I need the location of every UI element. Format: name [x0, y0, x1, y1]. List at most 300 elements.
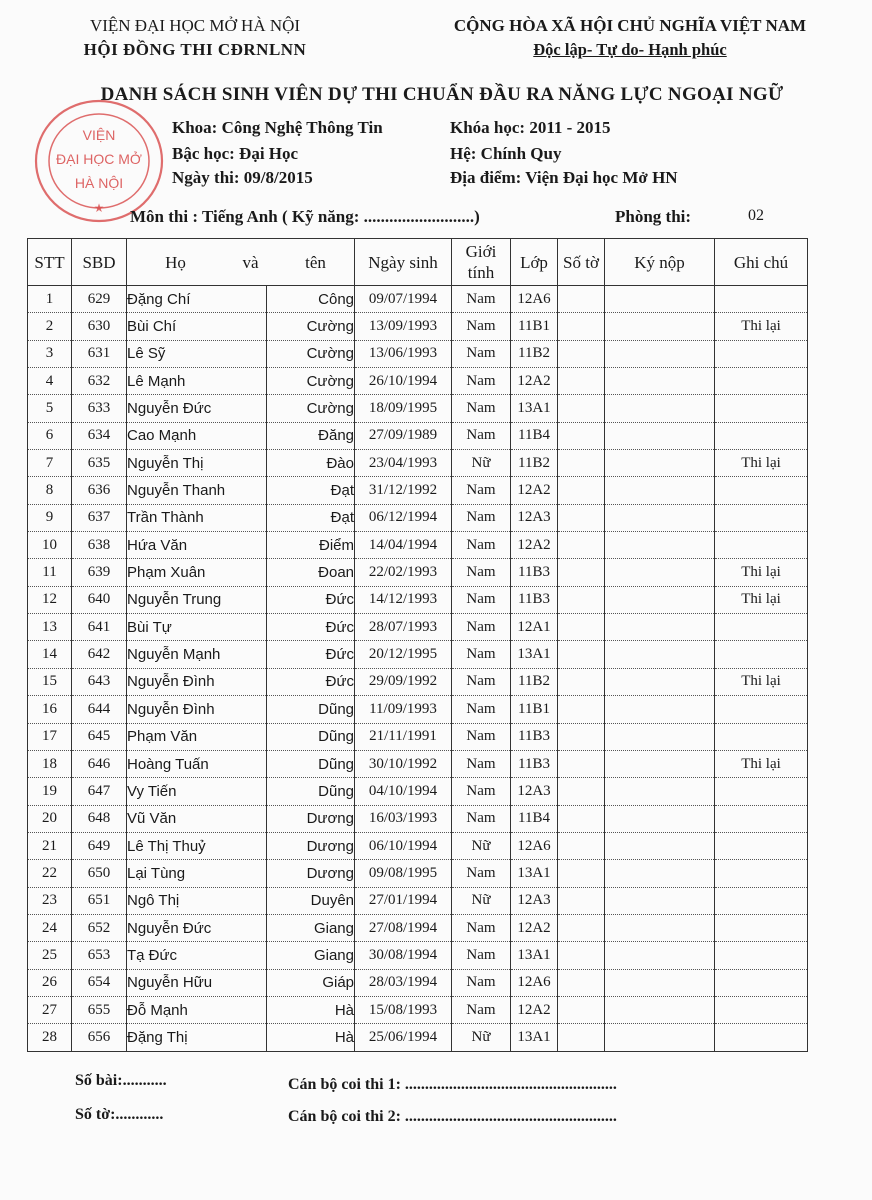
row-sex: Nam — [452, 723, 511, 750]
table-row — [28, 504, 808, 531]
table-row — [28, 696, 808, 723]
row-given-name: Giáp — [267, 969, 355, 996]
row-sbd: 636 — [72, 477, 127, 504]
row-sheets — [558, 969, 605, 996]
row-signature — [605, 750, 715, 777]
col-sex — [452, 239, 511, 286]
row-given-name: Công — [267, 286, 355, 313]
exam-room-value: 02 — [748, 207, 764, 224]
row-given-name: Hà — [267, 996, 355, 1023]
row-surname: Lê Mạnh — [127, 368, 267, 395]
row-signature — [605, 586, 715, 613]
table-row — [28, 860, 808, 887]
row-sheets — [558, 1024, 605, 1051]
row-signature — [605, 450, 715, 477]
row-surname: Vy Tiến — [127, 778, 267, 805]
row-sheets — [558, 559, 605, 586]
row-stt: 19 — [28, 778, 72, 805]
row-surname: Lại Tùng — [127, 860, 267, 887]
row-sheets — [558, 532, 605, 559]
table-row — [28, 641, 808, 668]
row-class: 12A2 — [511, 996, 558, 1023]
row-surname: Vũ Văn — [127, 805, 267, 832]
row-dob: 29/09/1992 — [355, 668, 452, 695]
row-dob: 23/04/1993 — [355, 450, 452, 477]
table-row — [28, 1024, 808, 1051]
row-stt: 4 — [28, 368, 72, 395]
row-given-name: Điểm — [267, 532, 355, 559]
row-dob: 21/11/1991 — [355, 723, 452, 750]
row-given-name: Dương — [267, 805, 355, 832]
row-given-name: Dương — [267, 832, 355, 859]
row-note — [715, 422, 808, 449]
col-sbd: SBD — [72, 239, 127, 286]
table-row — [28, 996, 808, 1023]
row-class: 11B4 — [511, 805, 558, 832]
row-given-name: Dũng — [267, 723, 355, 750]
row-sex: Nam — [452, 340, 511, 367]
row-sex: Nam — [452, 368, 511, 395]
row-given-name: Giang — [267, 942, 355, 969]
row-surname: Hoàng Tuấn — [127, 750, 267, 777]
row-sbd: 638 — [72, 532, 127, 559]
row-class: 11B2 — [511, 450, 558, 477]
row-given-name: Cường — [267, 313, 355, 340]
row-signature — [605, 532, 715, 559]
row-surname: Nguyễn Đức — [127, 914, 267, 941]
row-class: 13A1 — [511, 860, 558, 887]
row-surname: Phạm Xuân — [127, 559, 267, 586]
row-note: Thi lại — [715, 450, 808, 477]
row-sex: Nam — [452, 313, 511, 340]
sheet-count: Số tờ:............ — [75, 1106, 164, 1123]
row-sbd: 639 — [72, 559, 127, 586]
row-sex: Nam — [452, 504, 511, 531]
table-row — [28, 313, 808, 340]
row-note — [715, 286, 808, 313]
row-stt: 10 — [28, 532, 72, 559]
row-sbd: 651 — [72, 887, 127, 914]
student-list-table — [27, 238, 808, 1052]
row-dob: 06/12/1994 — [355, 504, 452, 531]
row-sheets — [558, 668, 605, 695]
exam-location: Địa điểm: Viện Đại học Mở HN — [450, 168, 678, 187]
row-sex: Nữ — [452, 832, 511, 859]
row-given-name: Đức — [267, 614, 355, 641]
row-surname: Trần Thành — [127, 504, 267, 531]
row-note: Thi lại — [715, 668, 808, 695]
row-dob: 15/08/1993 — [355, 996, 452, 1023]
row-class: 11B2 — [511, 340, 558, 367]
table-row — [28, 368, 808, 395]
row-dob: 31/12/1992 — [355, 477, 452, 504]
row-class: 12A6 — [511, 286, 558, 313]
row-class: 12A2 — [511, 532, 558, 559]
org-line2: HỘI ĐỒNG THI CĐRNLNN — [83, 40, 307, 59]
row-surname: Nguyễn Trung — [127, 586, 267, 613]
row-signature — [605, 286, 715, 313]
row-sbd: 649 — [72, 832, 127, 859]
row-sex: Nam — [452, 395, 511, 422]
row-signature — [605, 832, 715, 859]
row-sheets — [558, 750, 605, 777]
row-stt: 21 — [28, 832, 72, 859]
row-dob: 27/09/1989 — [355, 422, 452, 449]
row-note — [715, 969, 808, 996]
row-signature — [605, 887, 715, 914]
stamp-star-icon: ★ — [93, 201, 105, 215]
col-sheets: Số tờ — [558, 239, 605, 286]
table-row — [28, 942, 808, 969]
row-surname: Nguyễn Mạnh — [127, 641, 267, 668]
row-note — [715, 860, 808, 887]
row-note — [715, 532, 808, 559]
row-note — [715, 477, 808, 504]
row-dob: 25/06/1994 — [355, 1024, 452, 1051]
row-stt: 8 — [28, 477, 72, 504]
row-sex: Nam — [452, 532, 511, 559]
row-surname: Nguyễn Đình — [127, 696, 267, 723]
row-sex: Nam — [452, 696, 511, 723]
row-sheets — [558, 696, 605, 723]
row-class: 11B1 — [511, 696, 558, 723]
row-surname: Tạ Đức — [127, 942, 267, 969]
row-stt: 16 — [28, 696, 72, 723]
row-surname: Nguyễn Hữu — [127, 969, 267, 996]
table-row — [28, 614, 808, 641]
row-sheets — [558, 614, 605, 641]
row-sbd: 654 — [72, 969, 127, 996]
row-sbd: 634 — [72, 422, 127, 449]
row-stt: 25 — [28, 942, 72, 969]
row-surname: Phạm Văn — [127, 723, 267, 750]
row-class: 11B1 — [511, 313, 558, 340]
row-signature — [605, 368, 715, 395]
row-sheets — [558, 914, 605, 941]
row-note — [715, 887, 808, 914]
row-sheets — [558, 942, 605, 969]
row-dob: 30/10/1992 — [355, 750, 452, 777]
stamp-line3: HÀ NỘI — [74, 175, 124, 191]
row-sheets — [558, 586, 605, 613]
nation-line1: CỘNG HÒA XÃ HỘI CHỦ NGHĨA VIỆT NAM — [453, 16, 807, 35]
row-note: Thi lại — [715, 313, 808, 340]
row-class: 13A1 — [511, 942, 558, 969]
row-surname: Nguyễn Thanh — [127, 477, 267, 504]
row-sbd: 655 — [72, 996, 127, 1023]
row-class: 12A2 — [511, 477, 558, 504]
row-signature — [605, 668, 715, 695]
row-sex: Nam — [452, 860, 511, 887]
row-given-name: Duyên — [267, 887, 355, 914]
education-level: Bậc học: Đại Học — [172, 144, 299, 163]
row-given-name: Đức — [267, 641, 355, 668]
row-stt: 24 — [28, 914, 72, 941]
row-sheets — [558, 641, 605, 668]
row-signature — [605, 395, 715, 422]
table-row — [28, 532, 808, 559]
row-sbd: 640 — [72, 586, 127, 613]
row-class: 12A6 — [511, 969, 558, 996]
row-surname: Nguyễn Đức — [127, 395, 267, 422]
proctor-1: Cán bộ coi thi 1: ..................................................... — [288, 1076, 617, 1093]
nation-motto: Độc lập- Tự do- Hạnh phúc — [533, 40, 727, 59]
row-sheets — [558, 778, 605, 805]
row-surname: Bùi Tự — [127, 614, 267, 641]
col-note: Ghi chú — [715, 239, 808, 286]
row-sbd: 637 — [72, 504, 127, 531]
row-sheets — [558, 286, 605, 313]
row-note — [715, 504, 808, 531]
row-dob: 13/09/1993 — [355, 313, 452, 340]
row-sheets — [558, 887, 605, 914]
row-surname: Ngô Thị — [127, 887, 267, 914]
row-signature — [605, 696, 715, 723]
table-row — [28, 395, 808, 422]
row-sex: Nam — [452, 996, 511, 1023]
row-stt: 28 — [28, 1024, 72, 1051]
row-stt: 5 — [28, 395, 72, 422]
row-sex: Nam — [452, 750, 511, 777]
row-sex: Nữ — [452, 1024, 511, 1051]
row-dob: 11/09/1993 — [355, 696, 452, 723]
row-given-name: Dương — [267, 860, 355, 887]
row-stt: 22 — [28, 860, 72, 887]
row-note — [715, 368, 808, 395]
row-sbd: 632 — [72, 368, 127, 395]
row-surname: Lê Thị Thuỷ — [127, 832, 267, 859]
row-sex: Nam — [452, 477, 511, 504]
table-row — [28, 887, 808, 914]
row-note — [715, 340, 808, 367]
col-sex-line2: tính — [467, 263, 495, 282]
row-sheets — [558, 422, 605, 449]
row-given-name: Đức — [267, 668, 355, 695]
org-line1: VIỆN ĐẠI HỌC MỞ HÀ NỘI — [89, 16, 301, 35]
row-dob: 13/06/1993 — [355, 340, 452, 367]
row-stt: 15 — [28, 668, 72, 695]
row-class: 13A1 — [511, 395, 558, 422]
row-stt: 17 — [28, 723, 72, 750]
row-dob: 26/10/1994 — [355, 368, 452, 395]
table-row — [28, 477, 808, 504]
row-signature — [605, 1024, 715, 1051]
exam-subject: Môn thi : Tiếng Anh ( Kỹ năng: ..........................) — [130, 207, 480, 226]
row-note — [715, 942, 808, 969]
row-given-name: Đạt — [267, 504, 355, 531]
table-row — [28, 422, 808, 449]
row-sex: Nam — [452, 559, 511, 586]
row-class: 12A3 — [511, 778, 558, 805]
row-given-name: Đăng — [267, 422, 355, 449]
col-signature: Ký nộp — [605, 239, 715, 286]
row-class: 13A1 — [511, 641, 558, 668]
row-class: 11B3 — [511, 750, 558, 777]
row-stt: 1 — [28, 286, 72, 313]
row-sbd: 631 — [72, 340, 127, 367]
row-stt: 23 — [28, 887, 72, 914]
program-type: Hệ: Chính Quy — [450, 144, 562, 163]
row-sheets — [558, 996, 605, 1023]
row-class: 12A2 — [511, 914, 558, 941]
row-class: 11B3 — [511, 586, 558, 613]
document-title: DANH SÁCH SINH VIÊN DỰ THI CHUẨN ĐẦU RA NĂNG LỰC NGOẠI NGỮ — [100, 84, 784, 105]
row-signature — [605, 778, 715, 805]
row-dob: 09/08/1995 — [355, 860, 452, 887]
org-header — [60, 14, 330, 62]
row-sbd: 641 — [72, 614, 127, 641]
row-class: 11B2 — [511, 668, 558, 695]
table-row — [28, 586, 808, 613]
row-signature — [605, 340, 715, 367]
row-stt: 18 — [28, 750, 72, 777]
row-surname: Hứa Văn — [127, 532, 267, 559]
table-row — [28, 286, 808, 313]
row-signature — [605, 860, 715, 887]
row-stt: 14 — [28, 641, 72, 668]
row-stt: 3 — [28, 340, 72, 367]
row-sheets — [558, 723, 605, 750]
row-sex: Nam — [452, 422, 511, 449]
col-ten: tên — [305, 252, 326, 272]
row-note — [715, 778, 808, 805]
row-sheets — [558, 368, 605, 395]
row-class: 11B3 — [511, 559, 558, 586]
row-sheets — [558, 477, 605, 504]
stamp-line2: ĐẠI HỌC MỞ — [56, 151, 142, 167]
row-sbd: 630 — [72, 313, 127, 340]
row-given-name: Đức — [267, 586, 355, 613]
exam-room-label: Phòng thi: — [615, 207, 692, 226]
row-sbd: 644 — [72, 696, 127, 723]
row-sex: Nam — [452, 805, 511, 832]
row-sbd: 648 — [72, 805, 127, 832]
row-class: 11B3 — [511, 723, 558, 750]
row-class: 12A3 — [511, 504, 558, 531]
nation-header — [440, 14, 820, 62]
row-sbd: 642 — [72, 641, 127, 668]
col-va: và — [242, 252, 259, 272]
row-dob: 14/12/1993 — [355, 586, 452, 613]
exam-date: Ngày thi: 09/8/2015 — [172, 168, 313, 187]
table-row — [28, 668, 808, 695]
row-signature — [605, 914, 715, 941]
col-stt: STT — [28, 239, 72, 286]
row-sex: Nam — [452, 614, 511, 641]
row-surname: Đặng Thị — [127, 1024, 267, 1051]
row-dob: 28/07/1993 — [355, 614, 452, 641]
row-note — [715, 696, 808, 723]
row-dob: 14/04/1994 — [355, 532, 452, 559]
col-sex-line1: Giới — [465, 242, 497, 261]
proctor-2: Cán bộ coi thi 2: ..................................................... — [288, 1108, 617, 1125]
row-class: 11B4 — [511, 422, 558, 449]
col-ho: Họ — [165, 252, 186, 272]
row-signature — [605, 723, 715, 750]
row-sheets — [558, 860, 605, 887]
table-row — [28, 723, 808, 750]
row-class: 12A1 — [511, 614, 558, 641]
row-stt: 13 — [28, 614, 72, 641]
row-sex: Nữ — [452, 450, 511, 477]
row-note — [715, 805, 808, 832]
row-given-name: Đạt — [267, 477, 355, 504]
row-signature — [605, 559, 715, 586]
row-class: 12A6 — [511, 832, 558, 859]
row-surname: Lê Sỹ — [127, 340, 267, 367]
row-stt: 27 — [28, 996, 72, 1023]
row-note — [715, 996, 808, 1023]
row-note — [715, 395, 808, 422]
row-dob: 16/03/1993 — [355, 805, 452, 832]
faculty: Khoa: Công Nghệ Thông Tin — [172, 118, 383, 137]
row-sbd: 646 — [72, 750, 127, 777]
row-class: 12A3 — [511, 887, 558, 914]
row-note — [715, 723, 808, 750]
table-row — [28, 778, 808, 805]
col-full-name — [127, 239, 355, 286]
row-sex: Nam — [452, 641, 511, 668]
row-note: Thi lại — [715, 559, 808, 586]
row-given-name: Dũng — [267, 696, 355, 723]
table-row — [28, 914, 808, 941]
row-given-name: Cường — [267, 368, 355, 395]
row-signature — [605, 477, 715, 504]
row-class: 13A1 — [511, 1024, 558, 1051]
row-dob: 06/10/1994 — [355, 832, 452, 859]
table-row — [28, 805, 808, 832]
col-dob: Ngày sinh — [355, 239, 452, 286]
row-sex: Nam — [452, 286, 511, 313]
row-dob: 09/07/1994 — [355, 286, 452, 313]
row-sex: Nam — [452, 586, 511, 613]
row-note — [715, 914, 808, 941]
row-sbd: 647 — [72, 778, 127, 805]
row-sheets — [558, 450, 605, 477]
row-note — [715, 641, 808, 668]
row-sex: Nam — [452, 942, 511, 969]
row-sbd: 633 — [72, 395, 127, 422]
row-surname: Cao Mạnh — [127, 422, 267, 449]
row-dob: 27/01/1994 — [355, 887, 452, 914]
row-note — [715, 614, 808, 641]
row-given-name: Đào — [267, 450, 355, 477]
row-dob: 04/10/1994 — [355, 778, 452, 805]
row-dob: 27/08/1994 — [355, 914, 452, 941]
row-note — [715, 1024, 808, 1051]
stamp-line1: VIỆN — [82, 127, 116, 143]
table-row — [28, 750, 808, 777]
row-note: Thi lại — [715, 750, 808, 777]
col-class: Lớp — [511, 239, 558, 286]
row-class: 12A2 — [511, 368, 558, 395]
row-sheets — [558, 504, 605, 531]
table-row — [28, 559, 808, 586]
row-sex: Nam — [452, 778, 511, 805]
row-signature — [605, 313, 715, 340]
row-stt: 2 — [28, 313, 72, 340]
row-given-name: Dũng — [267, 778, 355, 805]
row-dob: 22/02/1993 — [355, 559, 452, 586]
row-surname: Bùi Chí — [127, 313, 267, 340]
row-sheets — [558, 340, 605, 367]
table-row — [28, 832, 808, 859]
row-sheets — [558, 805, 605, 832]
row-stt: 7 — [28, 450, 72, 477]
row-sbd: 650 — [72, 860, 127, 887]
row-dob: 18/09/1995 — [355, 395, 452, 422]
table-row — [28, 450, 808, 477]
